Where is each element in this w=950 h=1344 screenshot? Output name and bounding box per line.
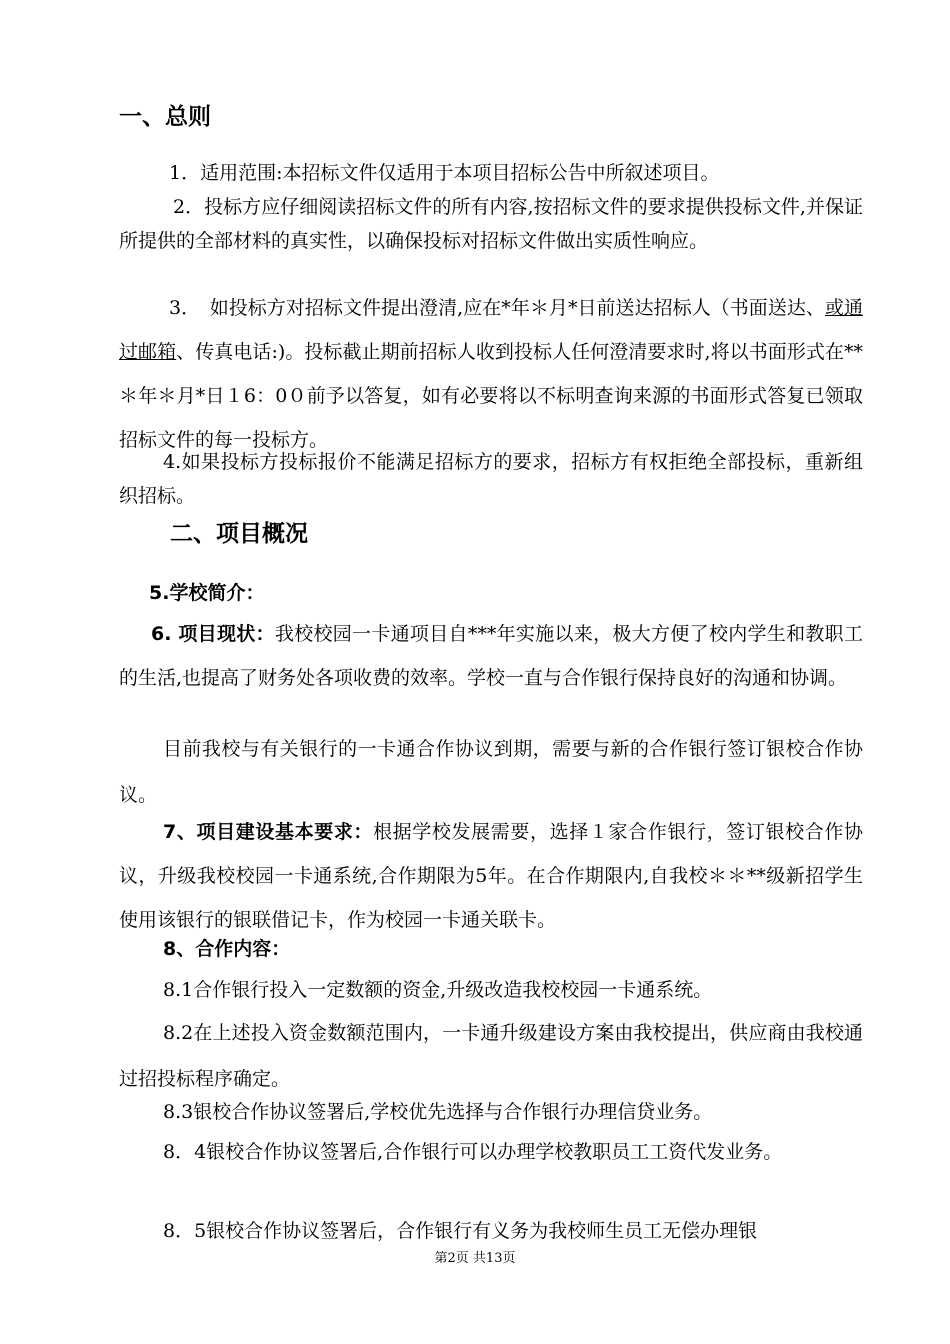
section-heading-general: 一、总则	[119, 104, 211, 130]
paragraph-8	[119, 926, 863, 972]
paragraph-8-4: 8．4银校合作协议签署后,合作银行可以办理学校教职员工工资代发业务。	[163, 1141, 783, 1163]
requirements-text: 根据学校发展需要，选择１家合作银行，签订银校合作协议，升级我校校园一卡通系统,合作期限为5年。在合作期限内,自我校＊＊**级新招学生使用该银行的银联借记卡，作为校园一卡通关联卡。	[119, 821, 863, 931]
paragraph-8-3: 8.3银校合作协议签署后,学校优先选择与合作银行办理信贷业务。	[163, 1101, 713, 1123]
email-link-text: 或通过邮箱	[119, 297, 863, 363]
paragraph-1: 1．适用范围:本招标文件仅适用于本项目招标公告中所叙述项目。	[169, 162, 720, 184]
paragraph-5	[119, 576, 863, 610]
project-status-label: 6. 项目现状：	[151, 623, 275, 645]
cooperation-label: 8、合作内容：	[163, 938, 291, 960]
paragraph-6	[119, 612, 863, 700]
paragraph-3-text-a: 3． 如投标方对招标文件提出澄清,应在*年＊月*日前送达招标人（书面送达、	[169, 297, 825, 319]
school-intro-label: 5.学校简介：	[149, 582, 265, 604]
paragraph-4: 4.如果投标方投标报价不能满足招标方的要求，招标方有权拒绝全部投标，重新组织招标。	[119, 451, 863, 507]
paragraph-8-5: 8．5银校合作协议签署后，合作银行有义务为我校师生员工无偿办理银	[163, 1220, 758, 1242]
requirements-label: 7、项目建设基本要求：	[163, 821, 374, 843]
paragraph-3-text-b: 、传真电话:)。投标截止期前招标人收到投标人任何澄清要求时,将以书面形式在**＊年＊月*日１6：0０前予以答复，如有必要将以不标明查询来源的书面形式答复已领取招标文件的每一投标方。	[119, 341, 863, 451]
paragraph-6b: 目前我校与有关银行的一卡通合作协议到期，需要与新的合作银行签订银校合作协议。	[119, 738, 863, 806]
paragraph-8-1: 8.1合作银行投入一定数额的资金,升级改造我校校园一卡通系统。	[163, 979, 713, 1001]
paragraph-7	[119, 810, 863, 942]
paragraph-2: 2．投标方应仔细阅读招标文件的所有内容,按招标文件的要求提供投标文件,并保证所提供的全部材料的真实性，以确保投标对招标文件做出实质性响应。	[119, 196, 863, 252]
paragraph-8-2: 8.2在上述投入资金数额范围内，一卡通升级建设方案由我校提出，供应商由我校通过招投标程序确定。	[119, 1022, 863, 1090]
project-status-text: 我校校园一卡通项目自***年实施以来，极大方便了校内学生和教职工的生活,也提高了财务处各项收费的效率。学校一直与合作银行保持良好的沟通和协调。	[119, 623, 863, 689]
section-heading-overview: 二、项目概况	[170, 521, 308, 547]
paragraph-3	[119, 286, 863, 462]
page-footer: 第2页 共13页	[434, 1251, 516, 1266]
